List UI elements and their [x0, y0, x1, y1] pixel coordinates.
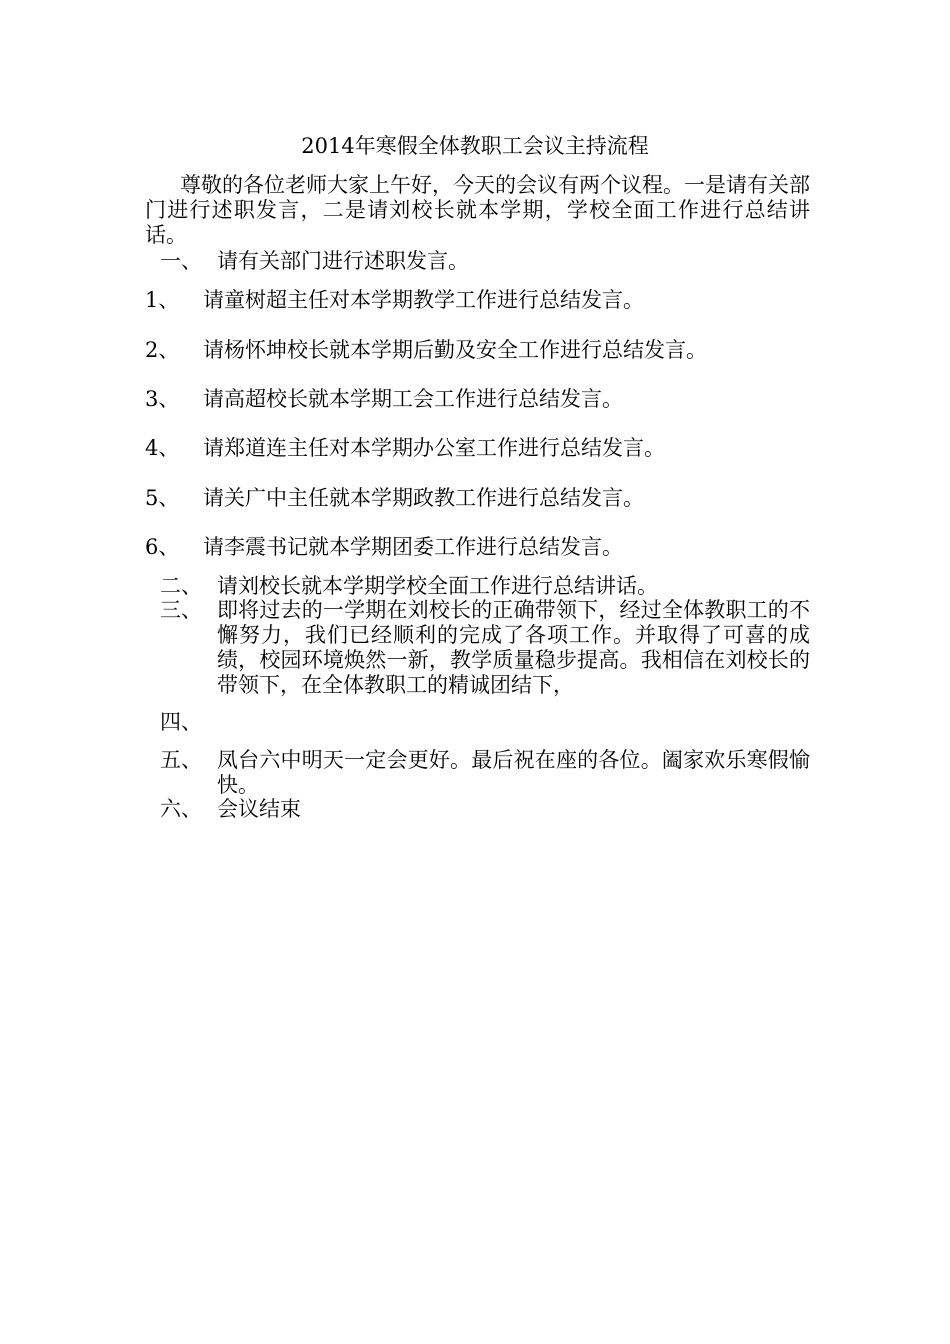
- section-2-number: 二、: [160, 574, 202, 598]
- section-6-text: 会议结束: [217, 797, 301, 821]
- section-3-number: 三、: [160, 598, 202, 622]
- list-item-6-number: 6、: [145, 535, 180, 559]
- section-1-number: 一、: [160, 249, 202, 273]
- section-1-text: 请有关部门进行述职发言。: [217, 249, 469, 273]
- list-item-5-text: 请关广中主任就本学期政教工作进行总结发言。: [203, 486, 644, 510]
- intro-paragraph: 尊敬的各位老师大家上午好，今天的会议有两个议程。一是请有关部门进行述职发言，二是请刘校长就本学期，学校全面工作进行总结讲话。: [145, 173, 810, 247]
- section-6-number: 六、: [160, 797, 202, 821]
- section-5-text: 凤台六中明天一定会更好。最后祝在座的各位。阖家欢乐寒假愉快。: [217, 748, 810, 797]
- section-2-text: 请刘校长就本学期学校全面工作进行总结讲话。: [217, 574, 658, 598]
- list-item-3-text: 请高超校长就本学期工会工作进行总结发言。: [203, 387, 623, 411]
- list-item-2-number: 2、: [145, 338, 180, 362]
- list-item-2-text: 请杨怀坤校长就本学期后勤及安全工作进行总结发言。: [203, 338, 707, 362]
- section-4-number: 四、: [160, 710, 202, 734]
- list-item-6-text: 请李震书记就本学期团委工作进行总结发言。: [203, 535, 623, 559]
- list-item-1-number: 1、: [145, 288, 180, 312]
- section-3-text: 即将过去的一学期在刘校长的正确带领下，经过全体教职工的不懈努力，我们已经顺利的完成了各项工作。并取得了可喜的成绩，校园环境焕然一新，教学质量稳步提高。我相信在刘校长的带领下，在全体教职工的精诚团结下，: [217, 598, 810, 697]
- document-title: 2014年寒假全体教职工会议主持流程: [301, 134, 649, 158]
- list-item-3-number: 3、: [145, 387, 180, 411]
- list-item-5-number: 5、: [145, 486, 180, 510]
- list-item-1-text: 请童树超主任对本学期教学工作进行总结发言。: [203, 288, 644, 312]
- section-5-number: 五、: [160, 748, 202, 772]
- list-item-4-text: 请郑道连主任对本学期办公室工作进行总结发言。: [203, 436, 665, 460]
- list-item-4-number: 4、: [145, 436, 180, 460]
